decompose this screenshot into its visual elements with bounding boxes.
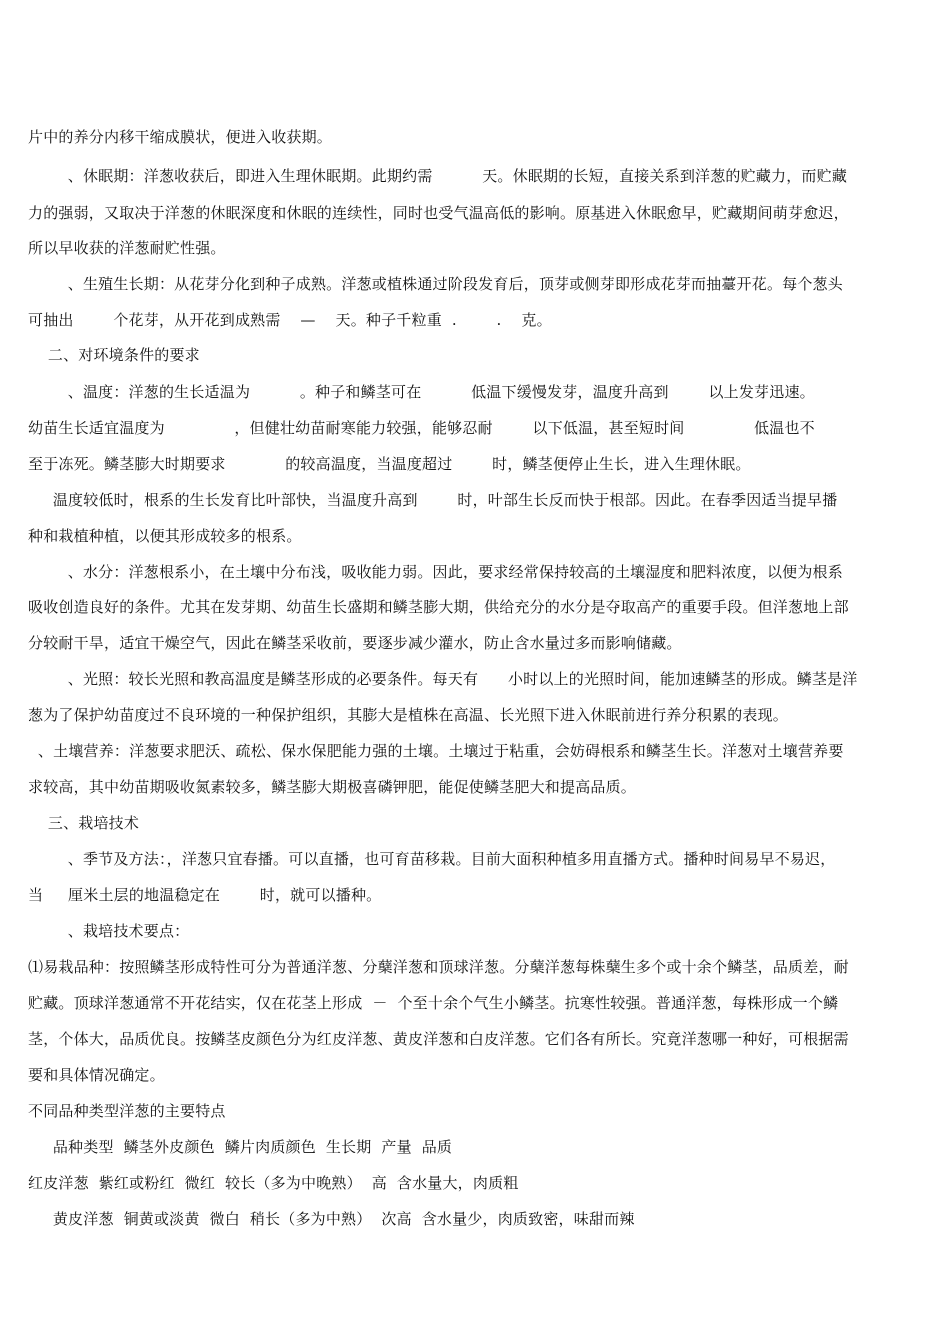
text-line: 茎，个体大，品质优良。按鳞茎皮颜色分为红皮洋葱、黄皮洋葱和白皮洋葱。它们各有所长。究竟洋葱哪一种好，可根据需 [28,1030,849,1048]
text-line: 、温度：洋葱的生长适温为 。种子和鳞茎可在 低温下缓慢发芽，温度升高到 以上发芽迅速。 [28,383,815,401]
table-header-row: 品种类型 鳞茎外皮颜色 鳞片肉质颜色 生长期 产量 品质 [28,1138,453,1156]
table-row: 黄皮洋葱 铜黄或淡黄 微白 稍长（多为中熟） 次高 含水量少，肉质致密，味甜而辣 [28,1210,635,1228]
text-line: 至于冻死。鳞茎膨大时期要求 的较高温度，当温度超过 时，鳞茎便停止生长，进入生理休眠。 [28,455,751,473]
text-line: 求较高，其中幼苗期吸收氮素较多，鳞茎膨大期极喜磷钾肥，能促使鳞茎肥大和提高品质。 [28,778,637,796]
text-line: 温度较低时，根系的生长发育比叶部快，当温度升高到 时，叶部生长反而快于根部。因此。在春季因适当提早播 [28,491,838,509]
text-line: 可抽出 个花芽，从开花到成熟需 — 天。种子千粒重 . . 克。 [28,311,552,329]
text-line: 葱为了保护幼苗度过不良环境的一种保护组织，其膨大是植株在高温、长光照下进入休眠前进行养分积累的表现。 [28,706,789,724]
text-line: 、土壤营养：洋葱要求肥沃、疏松、保水保肥能力强的土壤。土壤过于粘重，会妨碍根系和鳞茎生长。洋葱对土壤营养要 [28,742,844,760]
text-line: 当 厘米土层的地温稳定在 时，就可以播种。 [28,886,382,904]
section-heading: 二、对环境条件的要求 [28,346,200,364]
text-line: 吸收创造良好的条件。尤其在发芽期、幼苗生长盛期和鳞茎膨大期，供给充分的水分是夺取高产的重要手段。但洋葱地上部 [28,598,849,616]
text-line: 要和具体情况确定。 [28,1066,165,1084]
table-row: 红皮洋葱 紫红或粉红 微红 较长（多为中晚熟） 高 含水量大，肉质粗 [28,1174,519,1192]
text-line: 种和栽植种植，以便其形成较多的根系。 [28,527,302,545]
text-line: 所以早收获的洋葱耐贮性强。 [28,239,226,257]
text-line: 、休眠期：洋葱收获后，即进入生理休眠期。此期约需 天。休眠期的长短，直接关系到洋葱的贮藏力，而贮藏 [28,167,848,185]
table-caption: 不同品种类型洋葱的主要特点 [28,1102,226,1120]
text-line: 力的强弱，又取决于洋葱的休眠深度和休眠的连续性，同时也受气温高低的影响。原基进入休眠愈早，贮藏期间萌芽愈迟， [28,204,849,222]
text-line: 、季节及方法：，洋葱只宜春播。可以直播，也可育苗移栽。目前大面积种植多用直播方式。播种时间易早不易迟， [28,850,836,868]
text-line: 片中的养分内移干缩成膜状，便进入收获期。 [28,128,333,146]
text-line: 贮藏。顶球洋葱通常不开花结实，仅在花茎上形成 － 个至十余个气生小鳞茎。抗寒性较强。普通洋葱，每株形成一个鳞 [28,994,839,1012]
text-line: 、生殖生长期：从花芽分化到种子成熟。洋葱或植株通过阶段发育后，顶芽或侧芽即形成花芽而抽薹开花。每个葱头 [28,275,843,293]
text-line: ⑴易栽品种：按照鳞茎形成特性可分为普通洋葱、分蘖洋葱和顶球洋葱。分蘖洋葱每株蘖生多个或十余个鳞茎，品质差，耐 [28,958,849,976]
text-line: 、栽培技术要点： [28,922,190,940]
text-line: 分较耐干旱，适宜干燥空气，因此在鳞茎采收前，要逐步减少灌水，防止含水量过多而影响储藏。 [28,634,682,652]
text-line: 、光照：较长光照和教高温度是鳞茎形成的必要条件。每天有 小时以上的光照时间，能加速鳞茎的形成。鳞茎是洋 [28,670,858,688]
section-heading: 三、栽培技术 [28,814,140,832]
text-line: 、水分：洋葱根系小，在土壤中分布浅，吸收能力弱。因此，要求经常保持较高的土壤湿度和肥料浓度，以便为根系 [28,563,843,581]
text-line: 幼苗生长适宜温度为 ，但健壮幼苗耐寒能力较强，能够忍耐 以下低温，甚至短时间 低温也不 [28,419,815,437]
